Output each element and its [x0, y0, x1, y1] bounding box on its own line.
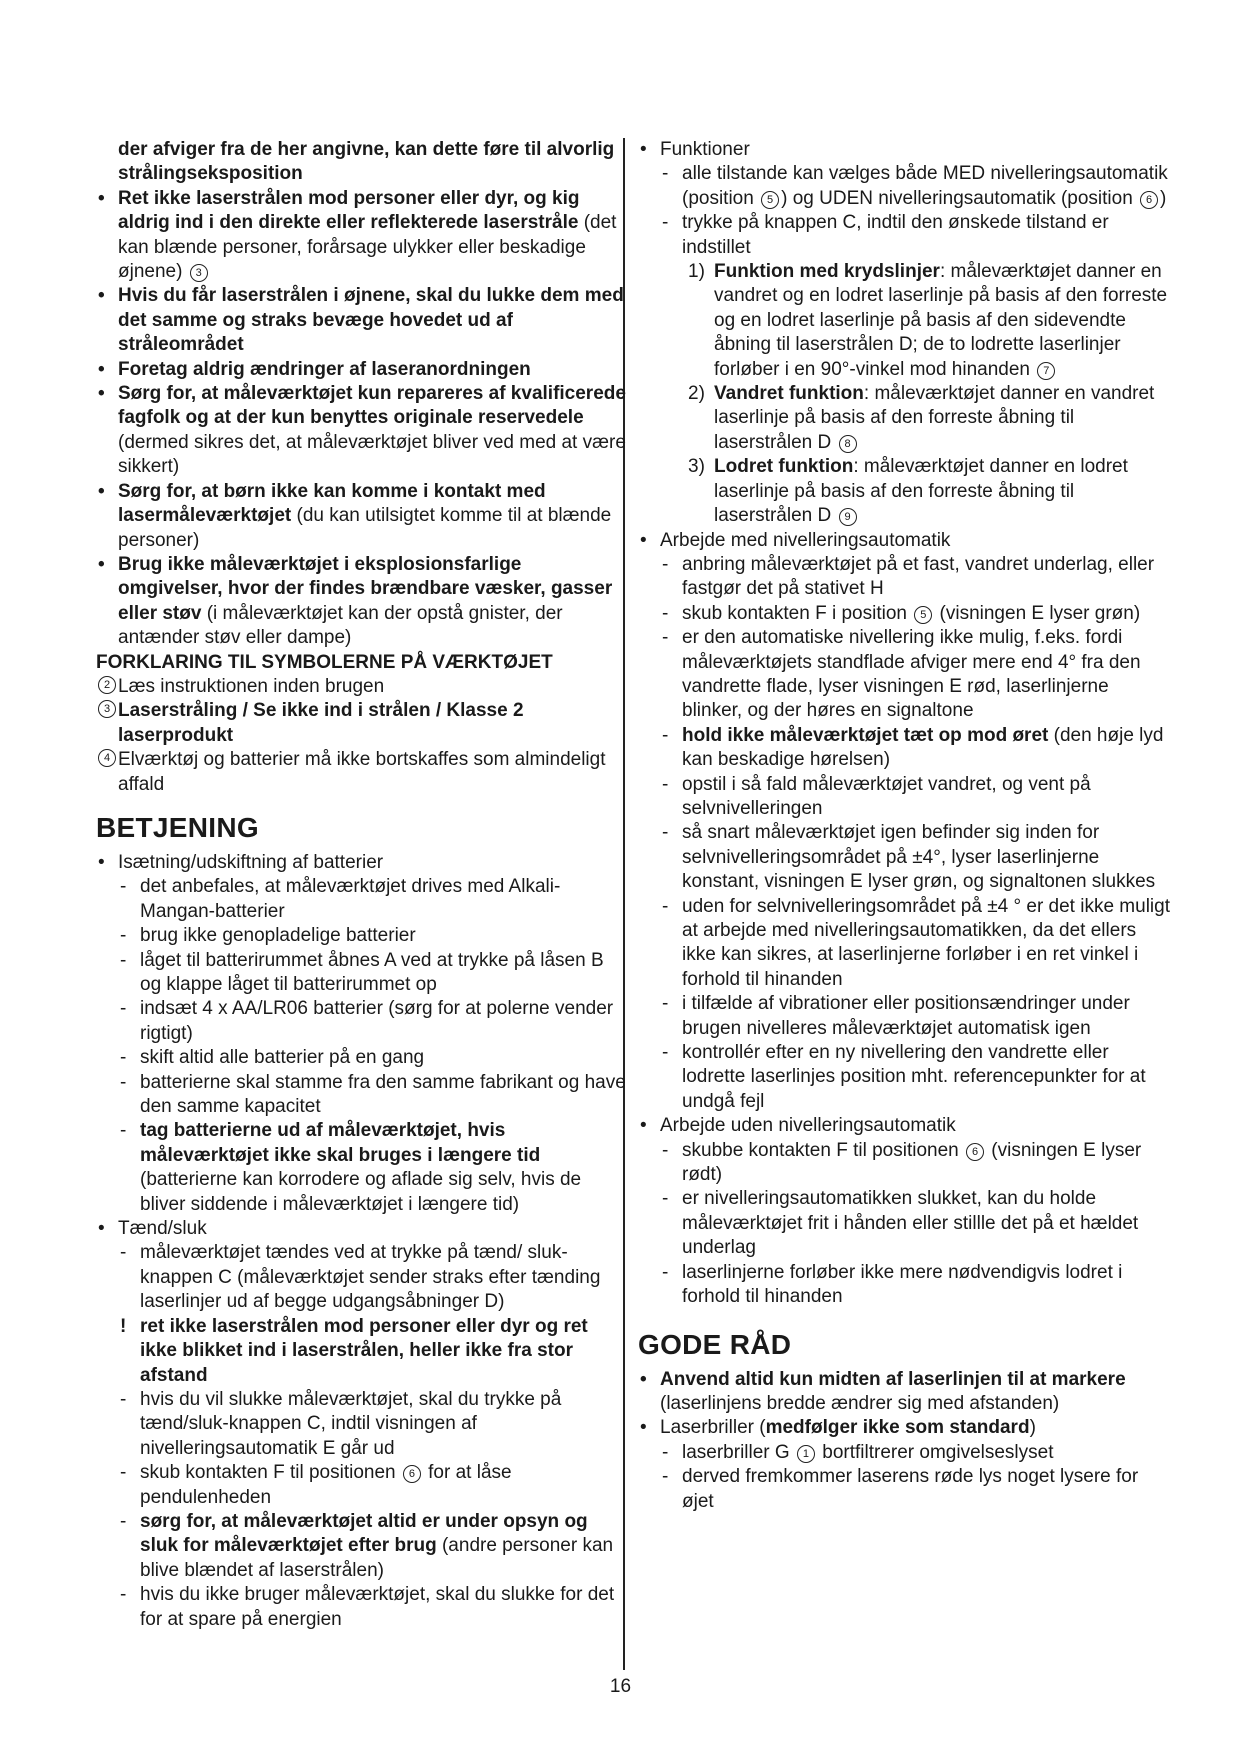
symbol-item-4-text: Elværktøj og batterier må ikke bortskaffes som almindeligt affald — [118, 749, 606, 795]
symbol-5-icon: 5 — [914, 606, 932, 624]
battery-item-1-text: - det anbefales, at måleværktøjet drives med Alkali-Mangan-batterier — [140, 876, 561, 922]
onoff-item-3-text-b: for at låse pendulenheden — [140, 1462, 512, 1508]
auto-item-8: - i tilfælde af vibrationer eller positionsændringer under brugen nivelleres måleværktøjet automatisk igen — [638, 992, 1170, 1041]
auto-item-3: - er den automatiske nivellering ikke mulig, f.eks. fordi måleværktøjets standflade afviger mere end 4° fra den vandrette flade, lyser visningen E rød, laserlinjerne blinker, og der høres en signaltone — [638, 626, 1170, 724]
safety-bullet-5 — [96, 480, 626, 553]
mode-2-title: Vandret funktion — [714, 383, 864, 405]
mode-1 — [638, 260, 1170, 382]
mode-1-title: Funktion med krydslinjer — [714, 261, 940, 283]
onoff-item-5: - hvis du ikke bruger måleværktøjet, skal du slukke for det for at spare på energien — [96, 1583, 626, 1632]
mode-2-label: 2) — [688, 383, 705, 405]
auto-item-4-text: (den høje lyd kan beskadige hørelsen) — [682, 724, 1164, 771]
auto-item-5: - opstil i så fald måleværktøjet vandret, og vent på selvnivelleringen — [638, 773, 1170, 822]
battery-item-3 — [96, 949, 626, 998]
mode-2 — [638, 382, 1170, 455]
safety-bullet-6-bold: Brug ikke måleværktøjet i eksplosionsfarlige omgivelser, hvor der findes brændbare væsker, gasser eller støv — [118, 553, 613, 624]
symbol-6-icon: 6 — [966, 1143, 984, 1161]
onoff-heading: • Tænd/sluk — [96, 1217, 626, 1241]
battery-item-7-bold: tag batterierne ud af måleværktøjet, hvis måleværktøjet ikke skal bruges i længere tid — [140, 1120, 541, 1166]
onoff-item-3 — [96, 1461, 626, 1510]
battery-item-5 — [96, 1046, 626, 1070]
glasses-item-1-text-b: bortfiltrerer omgivelseslyset — [816, 1441, 1054, 1463]
auto-item-2-text-b: (visningen E lyser grøn) — [934, 602, 1141, 624]
safety-bullet-5-text: (du kan utilsigtet komme til at blænde personer) — [118, 505, 612, 551]
onoff-item-1: - måleværktøjet tændes ved at trykke på tænd/ sluk-knappen C (måleværktøjet sender straks efter tænding laserlinjer ud af begge udgangsåbninger D) — [96, 1241, 626, 1314]
auto-item-2-text-a: skub kontakten F i position — [682, 602, 907, 624]
symbol-6-icon: 6 — [1140, 191, 1158, 209]
mode-1-text: : måleværktøjet danner en vandret og en lodret laserlinje på basis af den forreste og en lodret laserlinje på basis af den sidevendte åbning til laserstrålen D; de to lodrette laserlinjer forløber i en 90°-vinkel mod hinanden — [714, 261, 1168, 380]
battery-item-7-text: (batterierne kan korrodere og aflade sig selv, hvis de bliver siddende i måleværktøjet i længere tid) — [140, 1169, 582, 1215]
safety-bullet-5-bold: Sørg for, at børn ikke kan komme i kontakt med lasermåleværktøjet — [118, 480, 546, 527]
battery-item-7 — [96, 1119, 626, 1217]
warning-icon: ! — [120, 1315, 127, 1337]
mode-2-text: : måleværktøjet danner en vandret laserlinje på basis af den forreste åbning til laserstrålen D — [714, 383, 1155, 453]
tips-item-2-text-b: ) — [1029, 1417, 1036, 1439]
warning-item — [96, 1315, 626, 1388]
symbol-1-icon: 1 — [797, 1445, 815, 1463]
symbol-item-4 — [96, 748, 626, 797]
glasses-item-1 — [638, 1441, 1170, 1465]
manual-item-1-text-b: (visningen E lyser rødt) — [682, 1139, 1142, 1186]
section-title-betjening: BETJENING — [96, 811, 259, 843]
symbol-7-icon: 7 — [1037, 362, 1055, 380]
safety-bullet-3: • Foretag aldrig ændringer af laseranordningen — [96, 358, 626, 382]
battery-item-1 — [96, 875, 626, 924]
functions-item-1-text-a: alle tilstande kan vælges både MED nivelleringsautomatik (position — [682, 163, 1168, 209]
battery-item-4 — [96, 997, 626, 1046]
manual-item-3: - laserlinjerne forløber ikke mere nødvendigvis lodret i forhold til hinanden — [638, 1261, 1170, 1310]
battery-item-3-text: - låget til batterirummet åbnes A ved at trykke på låsen B og klappe låget til batterirummet op — [140, 949, 604, 995]
mode-3-title: Lodret funktion — [714, 456, 854, 478]
mode-1-label: 1) — [688, 261, 705, 283]
symbol-item-3-text: Laserstråling / Se ikke ind i strålen / Klasse 2 laserprodukt — [118, 700, 524, 746]
section-title-gode-raad: GODE RÅD — [638, 1328, 792, 1360]
battery-item-6-text: - batterierne skal stamme fra den samme fabrikant og have den samme kapacitet — [140, 1071, 626, 1118]
glasses-item-2: - derved fremkommer laserens røde lys noget lysere for øjet — [638, 1465, 1170, 1514]
safety-bullet-6-text: (i måleværktøjet kan der opstå gnister, der antænder støv eller dampe) — [118, 602, 563, 649]
tips-item-1 — [638, 1368, 1170, 1417]
symbol-6-icon: 6 — [403, 1465, 421, 1483]
mode-3-text: : måleværktøjet danner en lodret laserlinje på basis af den forreste åbning til laserstrålen D — [714, 456, 1128, 527]
symbol-3-icon: 3 — [190, 264, 208, 282]
onoff-item-4-text: (andre personer kan blive blændet af laserstrålen) — [140, 1535, 614, 1581]
onoff-item-2: - hvis du vil slukke måleværktøjet, skal du trykke på tænd/sluk-knappen C, indtil visningen af nivelleringsautomatik E går ud — [96, 1388, 626, 1461]
onoff-item-4 — [96, 1510, 626, 1583]
symbol-item-2 — [96, 675, 626, 699]
safety-bullet-4 — [96, 382, 626, 480]
symbol-8-icon: 8 — [839, 435, 857, 453]
tips-item-2-bold: medfølger ikke som standard — [765, 1417, 1030, 1439]
auto-item-4-bold: hold ikke måleværktøjet tæt op mod øret — [682, 724, 1049, 746]
symbol-9-icon: 9 — [839, 508, 857, 526]
intro-text: der afviger fra de her angivne, kan dette føre til alvorlig strålingseksposition — [118, 139, 615, 185]
manual-heading: • Arbejde uden nivelleringsautomatik — [638, 1114, 1170, 1138]
manual-item-1 — [638, 1139, 1170, 1188]
auto-item-4 — [638, 724, 1170, 773]
safety-bullet-1-bold: Ret ikke laserstrålen mod personer eller dyr, og kig aldrig ind i den direkte eller reflekterede laserstråle — [118, 187, 580, 234]
functions-item-1-text-c: ) — [1160, 187, 1167, 209]
battery-item-6 — [96, 1071, 626, 1120]
safety-bullet-1 — [96, 187, 626, 285]
tips-item-2 — [638, 1416, 1170, 1440]
right-column — [638, 138, 1170, 1514]
symbols-title: FORKLARING TIL SYMBOLERNE PÅ VÆRKTØJET — [96, 651, 553, 673]
battery-item-2 — [96, 924, 626, 948]
functions-heading: • Funktioner — [638, 138, 1170, 162]
manual-item-1-text-a: skubbe kontakten F til positionen — [682, 1139, 959, 1161]
symbol-5-icon: 5 — [761, 191, 779, 209]
safety-bullet-2: • Hvis du får laserstrålen i øjnene, skal du lukke dem med det samme og straks bevæge hovedet ud af stråleområdet — [96, 284, 626, 357]
symbol-3-icon: 3 — [98, 700, 116, 718]
tips-item-1-text: (laserlinjens bredde ændrer sig med afstanden) — [660, 1392, 1060, 1414]
warning-text: ret ikke laserstrålen mod personer eller dyr og ret ikke blikket ind i laserstrålen, heller ikke fra stor afstand — [140, 1315, 588, 1386]
tips-item-1-bold: Anvend altid kun midten af laserlinjen til at markere — [660, 1368, 1126, 1390]
functions-item-1-text-b: ) og UDEN nivelleringsautomatik (position — [781, 187, 1133, 209]
left-column — [96, 138, 626, 1632]
battery-item-2-text: - brug ikke genopladelige batterier — [140, 925, 416, 947]
battery-heading: • Isætning/udskiftning af batterier — [96, 851, 626, 875]
safety-bullet-6 — [96, 553, 626, 651]
manual-item-2: - er nivelleringsautomatikken slukket, kan du holde måleværktøjet frit i hånden eller stillle det på et hældet underlag — [638, 1187, 1170, 1260]
safety-bullet-4-bold: Sørg for, at måleværktøjet kun repareres af kvalificerede fagfolk og at der kun benyttes originale reservedele — [118, 383, 626, 429]
mode-3-label: 3) — [688, 456, 705, 478]
symbol-item-3 — [96, 699, 626, 748]
functions-item-1 — [638, 162, 1170, 211]
mode-3 — [638, 455, 1170, 528]
onoff-item-3-text-a: skub kontakten F til positionen — [140, 1462, 396, 1484]
auto-item-6: - så snart måleværktøjet igen befinder sig inden for selvnivelleringsområdet på ±4°, lyser laserlinjerne konstant, visningen E lyser grøn, og signaltonen slukkes — [638, 821, 1170, 894]
onoff-item-4-bold: sørg for, at måleværktøjet altid er under opsyn og sluk for måleværktøjet efter brug — [140, 1510, 588, 1557]
auto-item-2 — [638, 602, 1170, 626]
auto-heading: • Arbejde med nivelleringsautomatik — [638, 529, 1170, 553]
battery-item-5-text: - skift altid alle batterier på en gang — [140, 1047, 425, 1069]
tips-item-2-text-a: Laserbriller ( — [660, 1417, 766, 1439]
auto-item-1: - anbring måleværktøjet på et fast, vandret underlag, eller fastgør det på stativet H — [638, 553, 1170, 602]
functions-item-2: - trykke på knappen C, indtil den ønskede tilstand er indstillet — [638, 211, 1170, 260]
page-number: 16 — [609, 1676, 632, 1697]
safety-bullet-1-text: (det kan blænde personer, forårsage ulykker eller beskadige øjnene) — [118, 212, 617, 283]
symbol-2-icon: 2 — [98, 676, 116, 694]
safety-bullet-4-text: (dermed sikres det, at måleværktøjet bliver ved med at være sikkert) — [118, 431, 626, 478]
battery-item-4-text: - indsæt 4 x AA/LR06 batterier (sørg for at polerne vender rigtigt) — [140, 998, 614, 1044]
glasses-item-1-text-a: laserbriller G — [682, 1441, 790, 1463]
symbol-item-2-text: Læs instruktionen inden brugen — [118, 675, 385, 697]
symbol-4-icon: 4 — [98, 749, 116, 767]
auto-item-7: - uden for selvnivelleringsområdet på ±4 ° er det ikke muligt at arbejde med nivelleringsautomatikken, da det ellers ikke kan sikres, at laserlinjerne forløber i en ret vinkel i forhold til hinanden — [638, 895, 1170, 993]
auto-item-9: - kontrollér efter en ny nivellering den vandrette eller lodrette laserlinjes position mht. referencepunkter for at undgå fejl — [638, 1041, 1170, 1114]
